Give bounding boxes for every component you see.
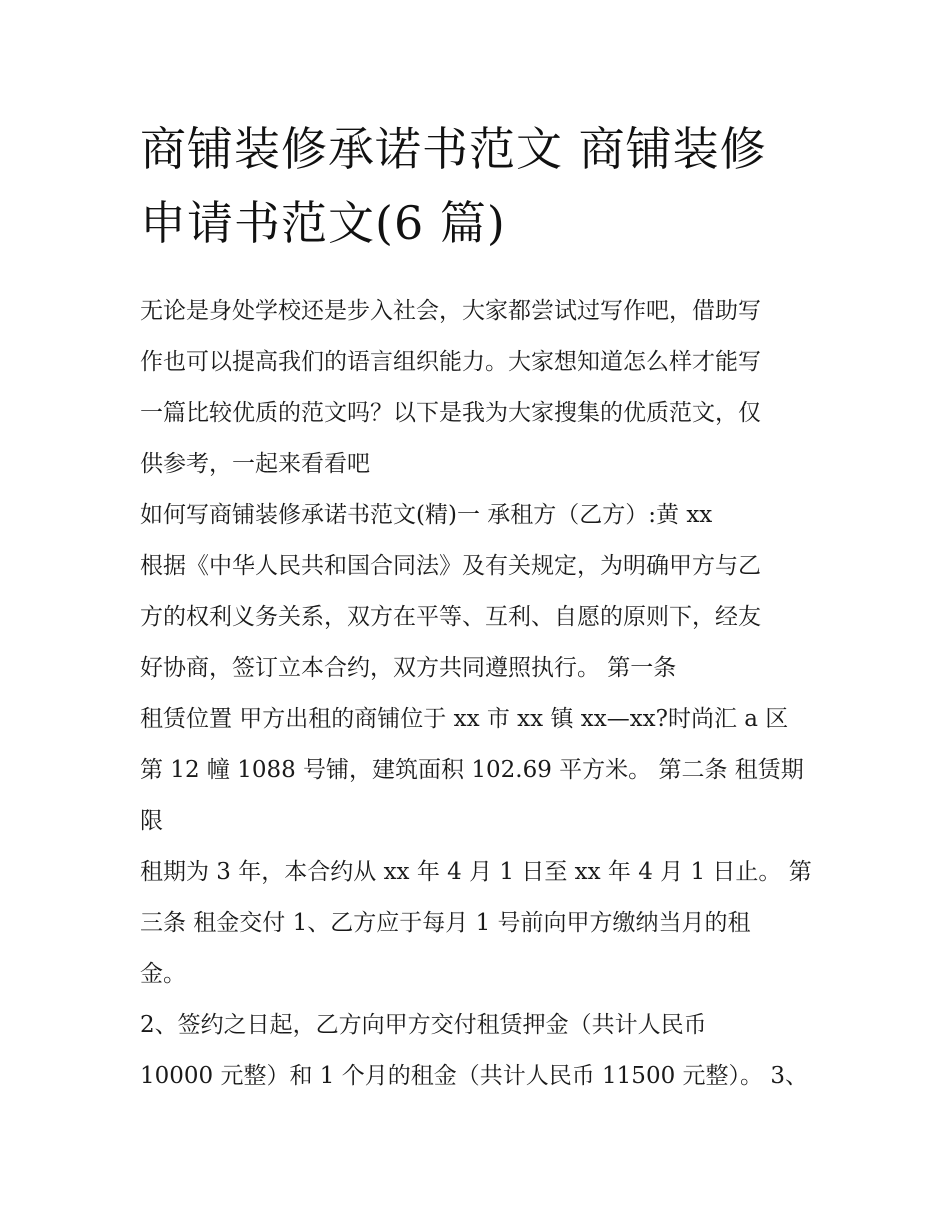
document-body: [140, 286, 820, 1102]
body-line: 第 12 幢 1088 号铺，建筑面积 102.69 平方米。 第二条 租赁期: [140, 757, 804, 783]
body-line: 10000 元整）和 1 个月的租金（共计人民币 11500 元整）。 3、: [140, 1063, 808, 1089]
document-page: [140, 112, 820, 1102]
body-line: 三条 租金交付 1、乙方应于每月 1 号前向甲方缴纳当月的租: [140, 910, 751, 936]
document-title: [140, 112, 820, 260]
body-line: 如何写商铺装修承诺书范文(精)一 承租方（乙方）:黄 xx: [140, 502, 713, 528]
body-line: 2、签约之日起，乙方向甲方交付租赁押金（共计人民币: [140, 1012, 707, 1038]
body-line: 根据《中华人民共和国合同法》及有关规定，为明确甲方与乙: [140, 553, 761, 579]
title-line: 申请书范文(6 篇): [140, 196, 506, 250]
body-line: 租期为 3 年，本合约从 xx 年 4 月 1 日至 xx 年 4 月 1 日止。 第: [140, 859, 812, 885]
body-line: 一篇比较优质的范文吗？以下是我为大家搜集的优质范文，仅: [140, 400, 761, 426]
body-line: 供参考，一起来看看吧: [140, 451, 370, 477]
body-line: 金。: [140, 961, 186, 987]
body-line: 方的权利义务关系，双方在平等、互利、自愿的原则下，经友: [140, 604, 761, 630]
title-line: 商铺装修承诺书范文 商铺装修: [140, 122, 767, 176]
body-line: 作也可以提高我们的语言组织能力。大家想知道怎么样才能写: [140, 349, 761, 375]
body-line: 租赁位置 甲方出租的商铺位于 xx 市 xx 镇 xx—xx?时尚汇 a 区: [140, 706, 789, 732]
body-line: 限: [140, 808, 163, 834]
body-line: 好协商，签订立本合约，双方共同遵照执行。 第一条: [140, 655, 677, 681]
body-line: 无论是身处学校还是步入社会，大家都尝试过写作吧，借助写: [140, 298, 761, 324]
